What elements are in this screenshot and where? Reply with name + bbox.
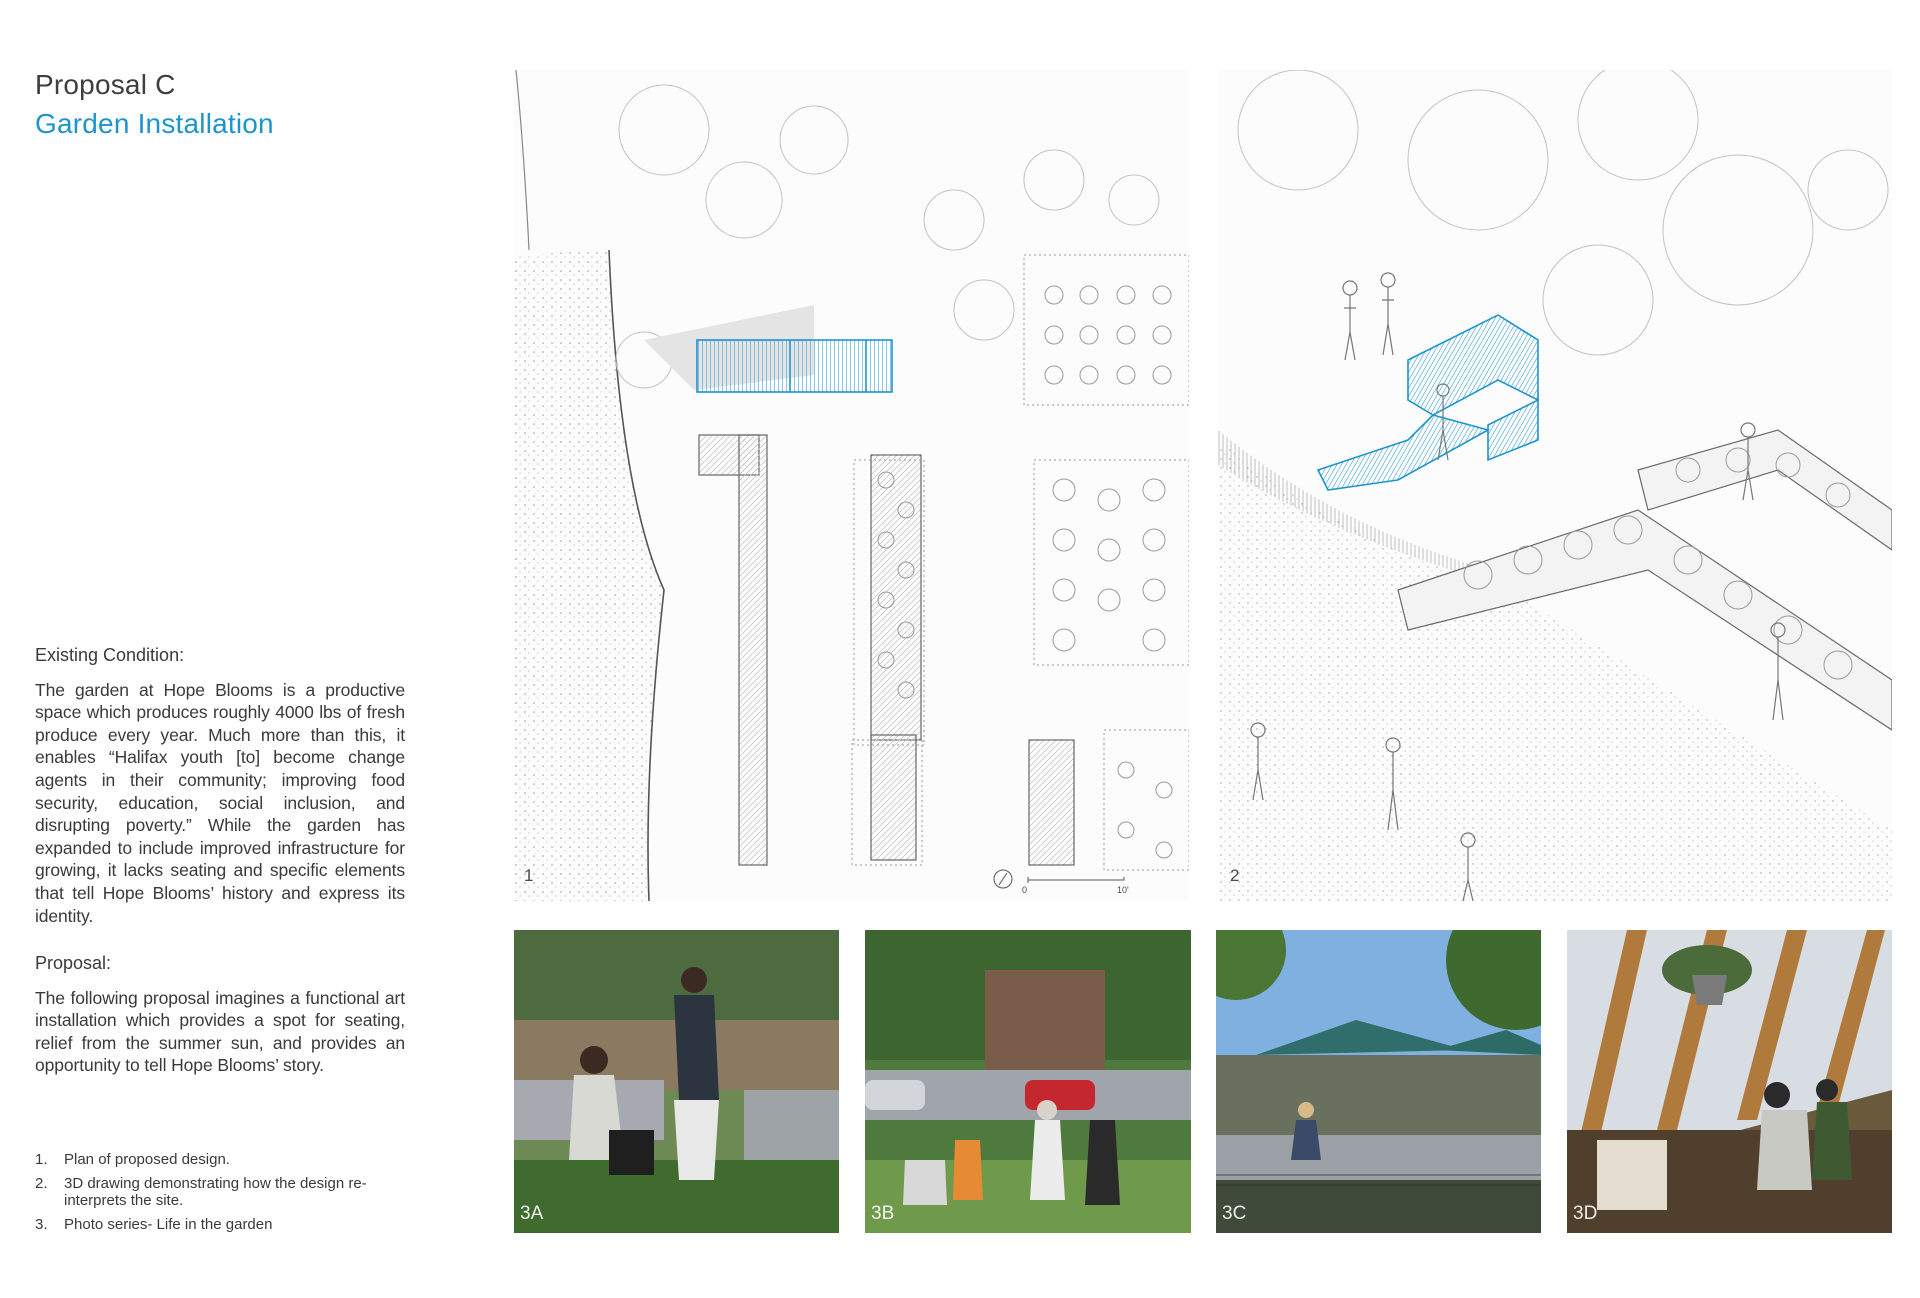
caption-number: 3. xyxy=(35,1216,48,1233)
planter-bed xyxy=(739,435,767,865)
caption-text: 3D drawing demonstrating how the design re-interprets the site. xyxy=(64,1175,367,1209)
panel-label: 1 xyxy=(524,866,534,885)
page-title: Proposal C xyxy=(35,69,176,100)
garden-photo-image xyxy=(865,930,1191,1233)
planter-bed xyxy=(871,735,916,860)
axonometric-drawing-panel xyxy=(1218,70,1892,901)
caption-item xyxy=(35,1175,395,1209)
photo-label: 3A xyxy=(520,1203,544,1224)
photo-3c xyxy=(1216,930,1541,1233)
planter-bed xyxy=(1029,740,1074,865)
caption-text: Photo series- Life in the garden xyxy=(64,1216,273,1233)
existing-condition-heading: Existing Condition: xyxy=(35,645,185,665)
photo-label: 3C xyxy=(1222,1203,1247,1224)
existing-condition-section xyxy=(35,644,405,927)
plan-drawing-panel xyxy=(514,70,1189,901)
caption-text: Plan of proposed design. xyxy=(64,1151,230,1168)
caption-number: 2. xyxy=(35,1175,48,1192)
photo-3b xyxy=(865,930,1191,1233)
title-block xyxy=(35,66,274,144)
proposal-heading: Proposal: xyxy=(35,953,112,973)
garden-photo-image xyxy=(1216,930,1541,1233)
panel-label: 2 xyxy=(1230,866,1240,885)
proposal-section xyxy=(35,952,405,1077)
caption-number: 1. xyxy=(35,1151,48,1168)
proposal-body: The following proposal imagines a functional art installation which provides a spot for seating, relief from the summer sun, and provides an opportunity to tell Hope Blooms’ story. xyxy=(35,987,405,1076)
caption-item xyxy=(35,1216,395,1233)
photo-label: 3D xyxy=(1573,1203,1598,1224)
plan-drawing xyxy=(514,70,1189,901)
figure-captions xyxy=(35,1151,395,1240)
caption-item xyxy=(35,1151,395,1168)
garden-photo-image xyxy=(514,930,839,1233)
photo-3a xyxy=(514,930,839,1233)
scale-start-label: 0 xyxy=(1022,885,1028,895)
photo-3d xyxy=(1567,930,1892,1233)
axonometric-drawing xyxy=(1218,70,1892,901)
installation-plan xyxy=(697,340,892,392)
photo-label: 3B xyxy=(871,1203,895,1224)
garden-photo-image xyxy=(1567,930,1892,1233)
scale-end-label: 10' xyxy=(1117,885,1129,895)
existing-condition-body: The garden at Hope Blooms is a productive space which produces roughly 4000 lbs of fresh produce every year. Much more than this, it enables “Halifax youth [to] become change agents in their community; improving food security, education, social inclusion, and disrupting poverty.” While the garden has expanded to include improved infrastructure for growing, it lacks seating and specific elements that tell Hope Blooms’ history and express its identity. xyxy=(35,679,405,926)
page-subtitle: Garden Installation xyxy=(35,108,274,139)
